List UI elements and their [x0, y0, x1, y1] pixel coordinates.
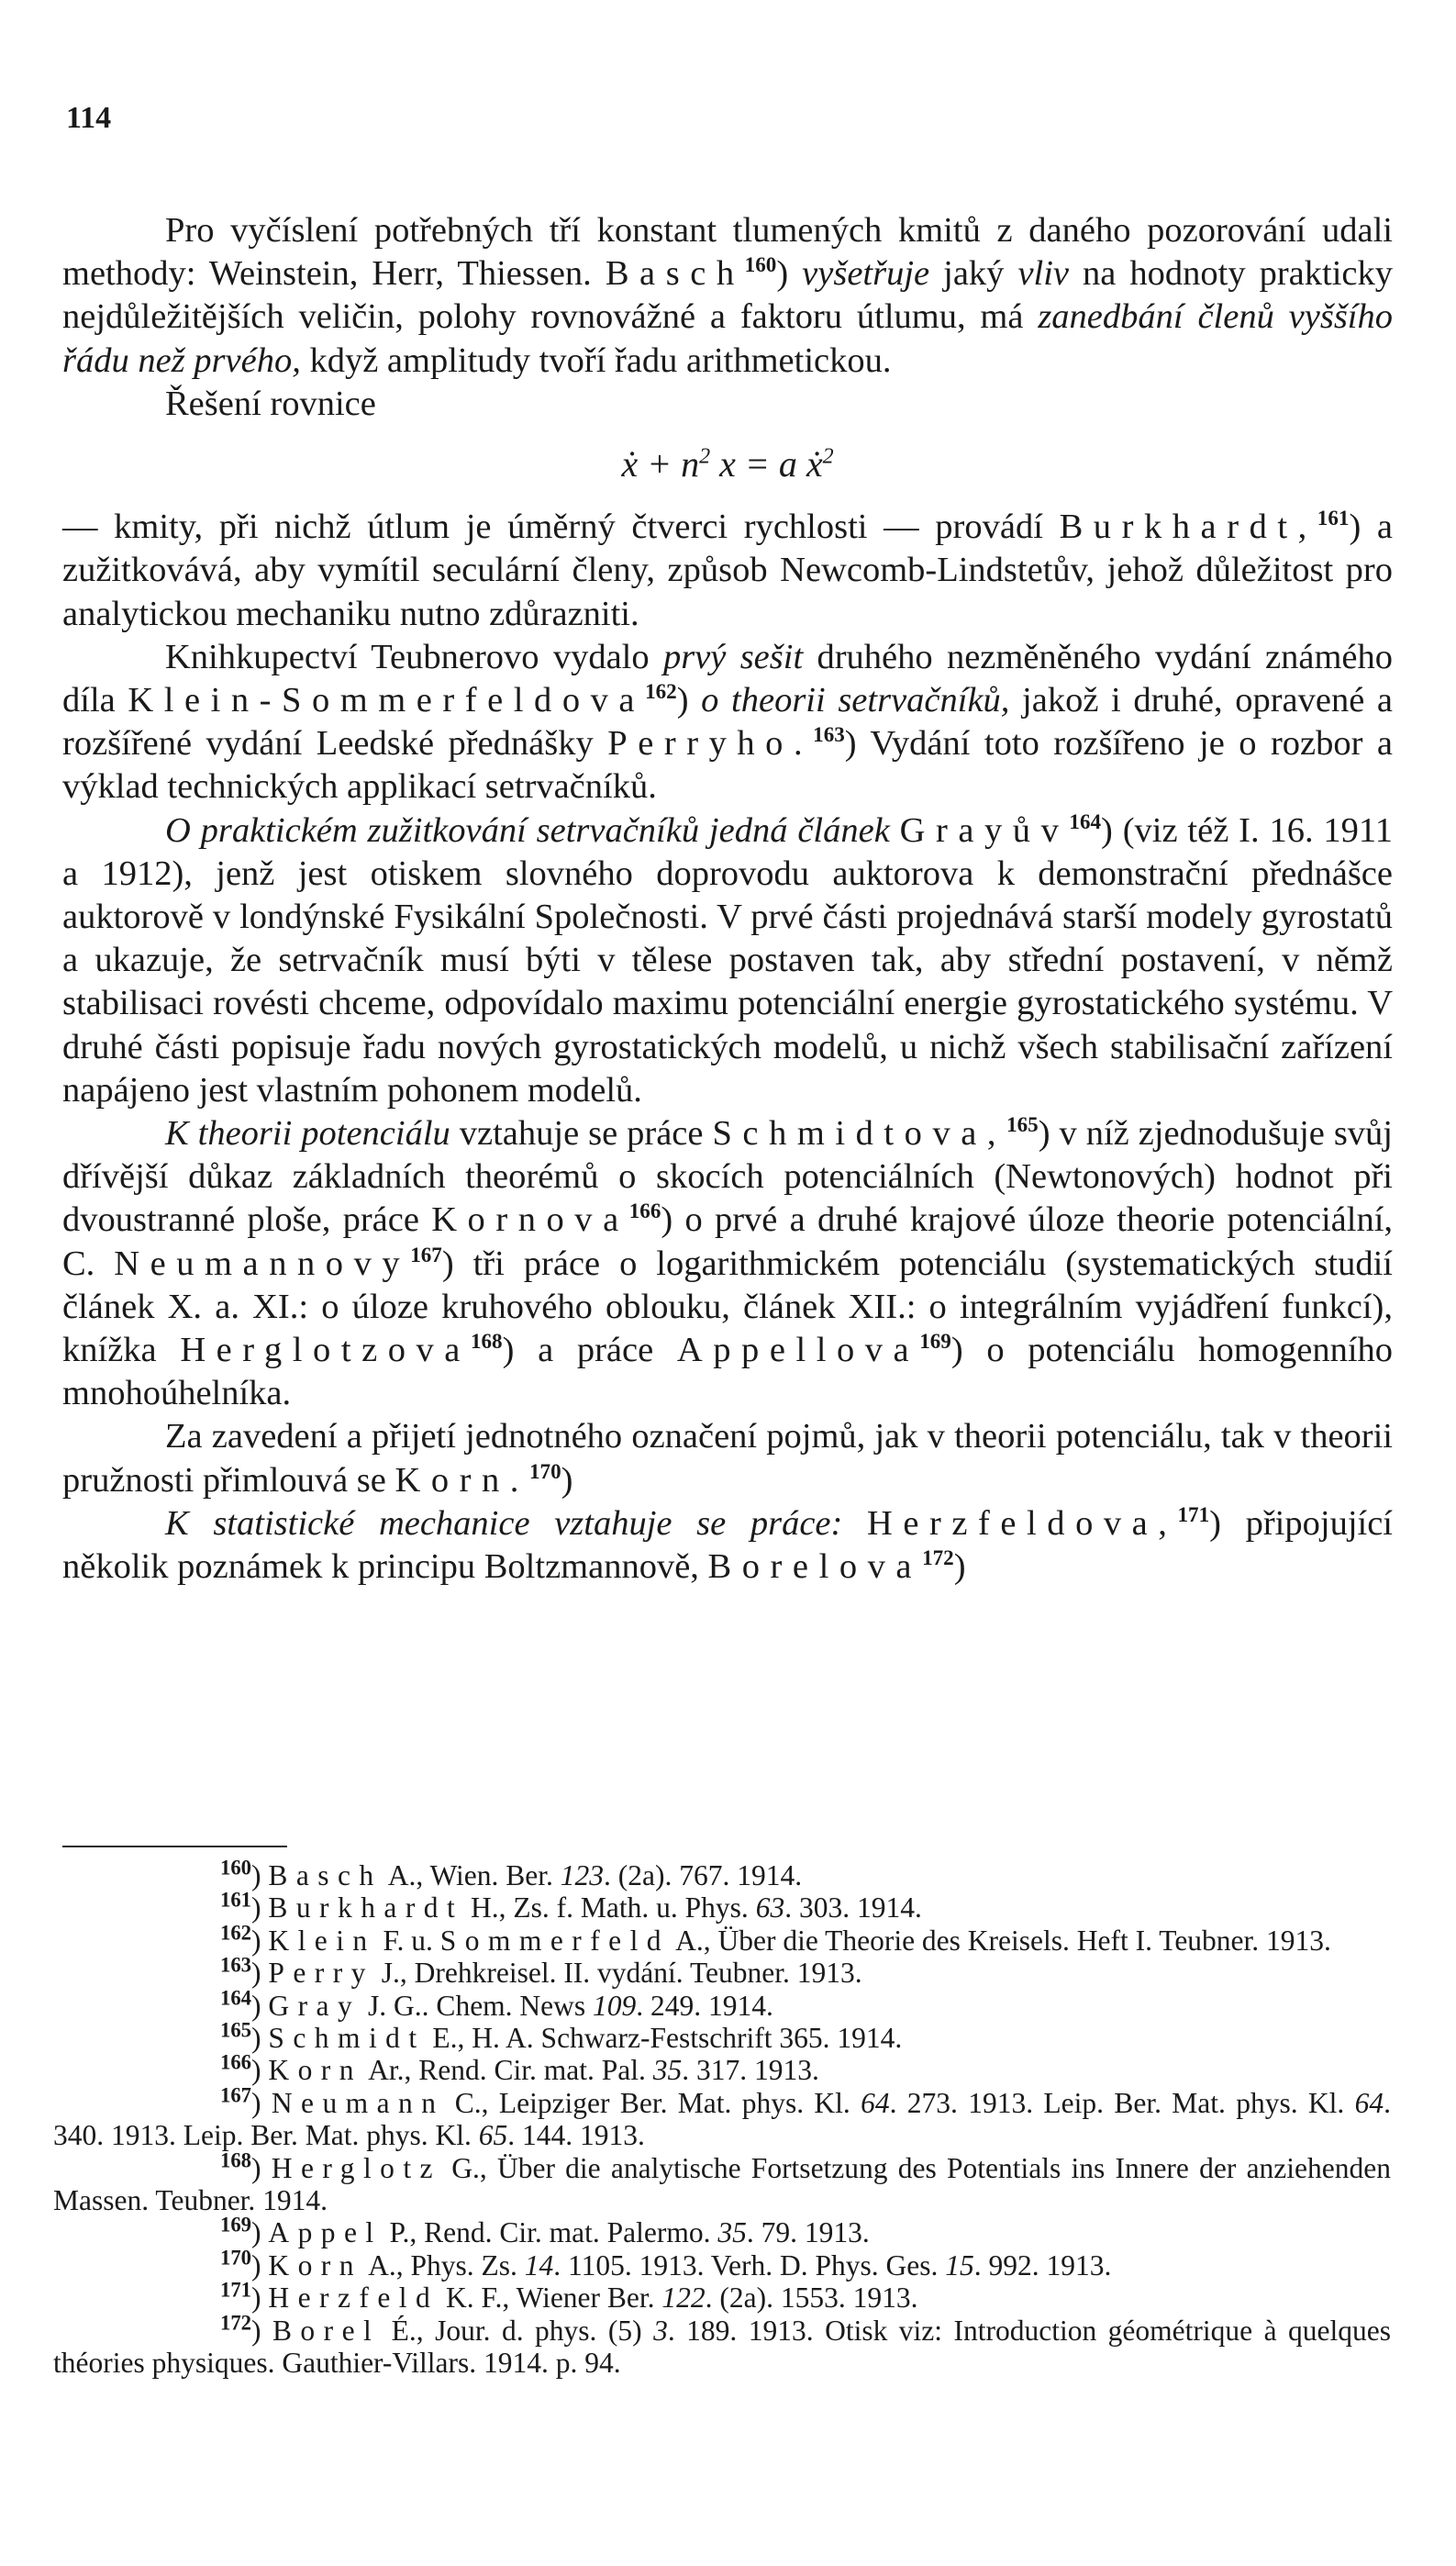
text: ) a práce — [502, 1331, 654, 1370]
footnote-author: Herglotz — [271, 2151, 441, 2184]
footnote-author: Gray — [268, 1989, 361, 2022]
footnote-author: Sommerfeld — [439, 1924, 670, 1957]
footnote: $^{170}$) Korn A., Phys. Zs. 14. 1105. 1913. Verh. D. Phys. Ges. 15. 992. 1913. — [220, 2246, 1112, 2282]
footnote-ref: 166 — [628, 1199, 661, 1223]
eq-plus: + — [647, 443, 672, 485]
text: ) Vydání toto rozšířeno je o rozbor a výklad technických applikací setrvačníků. — [62, 724, 1393, 807]
author-name: Kornova — [431, 1200, 629, 1240]
text: Knihkupectví Teubnerovo vydalo — [165, 637, 650, 676]
footnote-text: . 189. 1913. Otisk viz: Introduction géométrique à quelques théories physiques. Gauthier-Villars. 1914. p. 94. — [53, 2314, 1391, 2380]
footnote: $^{171}$) Herzfeld K. F., Wiener Ber. 122. (2a). 1553. 1913. — [220, 2278, 918, 2315]
text: druhého nezměněného vydání známého díla — [62, 637, 1393, 720]
footnote-number: 160 — [220, 1856, 252, 1880]
footnote-volume: 65 — [478, 2119, 508, 2152]
footnote-text: . 303. 1914. — [784, 1891, 922, 1924]
footnote-ref: 171 — [1177, 1502, 1210, 1527]
eq-a: a — [778, 443, 797, 485]
footnote-ref: 169 — [919, 1329, 951, 1354]
footnote-author: Borel — [272, 2314, 381, 2347]
footnote-text: C., Leipziger Ber. Mat. phys. Kl. — [444, 2086, 861, 2119]
text: ) — [953, 1547, 966, 1587]
text: Pro vyčíslení potřebných tří konstant tlumených kmitů z daného pozorování udali methody: Weinstein, Herr, Thiessen. — [62, 211, 1393, 294]
footnote-ref: 170 — [528, 1458, 561, 1483]
footnote-text: A., Über die Theorie des Kreisels. Heft I. Teubner. 1913. — [669, 1924, 1331, 1957]
text: ) a zužitkovává, aby vymítil seculární členy, způsob Newcomb-Lindstetův, jehož důležitost pro analytickou mechaniku nutno zdůrazniti. — [62, 508, 1393, 633]
text: ) tři práce o logarithmickém potenciálu (systematických studií článek X. a. XI.: o úloze kruhového oblouku, článek XII.: o integrálním vyjádření funkcí), knížka — [62, 1244, 1393, 1370]
footnote-author: Appel — [268, 2216, 383, 2249]
text: ) o potenciálu homogenního mnohoúhelníka. — [62, 1331, 1394, 1413]
footnote-volume: 109 — [593, 1989, 637, 2022]
footnote-volume: 64 — [861, 2086, 890, 2119]
paragraph-5 — [62, 809, 1393, 1112]
footnote-text: . 992. 1913. — [973, 2248, 1112, 2282]
footnote: $^{166}$) Korn Ar., Rend. Cir. mat. Pal. 35. 317. 1913. — [220, 2050, 819, 2087]
footnote-author: Basch — [268, 1859, 383, 1891]
footnote-volume: 123 — [560, 1859, 605, 1891]
footnote-number: 168 — [220, 2148, 252, 2172]
footnote-text: . 340. 1913. Leip. Ber. Mat. phys. Kl. — [53, 2086, 1391, 2152]
footnote: $^{164}$) Gray J. G.. Chem. News 109. 249. 1914. — [220, 1986, 773, 2022]
emphasis: K theorii potenciálu — [165, 1114, 450, 1154]
author-name: Basch — [605, 254, 745, 294]
paragraph-4 — [62, 636, 1393, 809]
footnote-ref: 160 — [744, 252, 777, 277]
eq-n: n — [681, 443, 700, 485]
text: ) (viz též I. 16. 1911 a 1912), jenž jest otiskem slovného doprovodu auktorova k demonstrační přednášce auktorově v londýnské Fysikální Společnosti. V prvé části projednává starší modely gyrostatů a ukazuje, že setrvačník musí býti v tělese postaven tak, aby střední postavení, v němž stabilisaci rovésti chceme, odpovídalo maximu potenciální energie gyrostatického systému. V druhé části popisuje řadu nových gyrostatických modelů, u nichž všech stabilisační zařízení napájeno jest vlastním pohonem modelů. — [62, 810, 1393, 1110]
author-name: Herglotzova — [180, 1331, 471, 1370]
author-name: Grayův — [899, 810, 1070, 850]
footnote-text: H., Zs. f. Math. u. Phys. — [463, 1891, 756, 1924]
eq-x: x — [719, 443, 736, 485]
footnote-volume: 63 — [755, 1891, 785, 1924]
footnote-author: Schmidt — [268, 2022, 426, 2055]
footnote-number: 164 — [220, 1986, 252, 2010]
author-name: Klein-Sommerfeldova — [128, 681, 646, 720]
footnote-volume: 14 — [524, 2248, 554, 2282]
footnote-text: A., Wien. Ber. — [382, 1859, 561, 1891]
footnote-author: Korn — [268, 2248, 362, 2282]
text: ) připojující několik poznámek k principu Boltzmannově, — [62, 1503, 1394, 1587]
text: ) — [676, 681, 689, 720]
eq-rhs-exponent: 2 — [822, 444, 834, 469]
footnote: $^{163}$) Perry J., Drehkreisel. II. vydání. Teubner. 1913. — [220, 1953, 862, 1990]
text: ) — [776, 254, 789, 294]
footnote-author: Neumann — [271, 2086, 445, 2119]
emphasis: O praktickém zužitkování setrvačníků jedná článek — [165, 810, 890, 850]
text: když amplitudy tvoří řadu arithmetickou. — [309, 340, 892, 380]
footnote: $^{165}$) Schmidt E., H. A. Schwarz-Festschrift 365. 1914. — [220, 2018, 903, 2055]
author-name: Appellova — [676, 1331, 920, 1370]
footnote-author: Klein — [268, 1924, 376, 1957]
footnote-volume: 35 — [652, 2054, 683, 2087]
author-name: Borelova — [707, 1547, 923, 1587]
footnote-number: 166 — [220, 2050, 252, 2074]
eq-exponent: 2 — [699, 444, 711, 469]
author-name: Herzfeldova, — [867, 1503, 1178, 1543]
footnote-ref: 163 — [813, 722, 845, 747]
footnote-ref: 172 — [922, 1545, 954, 1570]
eq-lhs-var: x — [621, 443, 639, 485]
text: Za zavedení a přijetí jednotného označení pojmů, jak v theorii potenciálu, tak v theorii pružnosti přimlouvá se — [62, 1417, 1393, 1500]
footnote-number: 162 — [220, 1921, 252, 1945]
text: ) v níž zjednodušuje svůj dřívější důkaz základních theorémů o skocích potenciálních (Newtonových) hodnot při dvoustranné ploše, práce — [62, 1114, 1393, 1240]
footnote-number: 167 — [220, 2083, 252, 2107]
author-name: Neumannovy — [114, 1244, 411, 1283]
footnote-ref: 164 — [1069, 809, 1102, 833]
footnote-author: Korn — [268, 2054, 362, 2087]
footnote: $^{172}$) Borel É., Jour. d. phys. (5) 3. 189. 1913. Otisk viz: Introduction géométrique à quelques théories physiques. Gauthier-Villars. 1914. p. 94. — [53, 2311, 1391, 2380]
footnote-text: . 144. 1913. — [507, 2119, 645, 2152]
footnote-number: 171 — [220, 2278, 252, 2302]
footnote: $^{169}$) Appel P., Rend. Cir. mat. Palermo. 35. 79. 1913. — [220, 2213, 870, 2249]
text: ) o prvé a druhé krajové úloze theorie potenciální, C. — [62, 1200, 1394, 1283]
footnote-text: . 1105. 1913. Verh. D. Phys. Ges. — [553, 2248, 946, 2282]
footnote-text: . 249. 1914. — [636, 1989, 773, 2022]
paragraph-1 — [62, 209, 1393, 383]
footnote: $^{160}$) Basch A., Wien. Ber. 123. (2a). 767. 1914. — [220, 1856, 803, 1891]
footnote-author: Herzfeld — [268, 2282, 439, 2315]
footnote-author: Burkhardt — [268, 1891, 464, 1924]
text: jaký — [943, 254, 1005, 294]
paragraph-3 — [62, 506, 1393, 636]
footnote: $^{162}$) Klein F. u. Sommerfeld A., Über die Theorie des Kreisels. Heft I. Teubner. 1913. — [220, 1921, 1331, 1957]
text: na hodnoty prakticky nejdůležitějších veličin, polohy rovnovážné a faktoru útlumu, má — [62, 254, 1393, 337]
equation: ẋ + $n^2$ x = a $x^2$ — [621, 443, 834, 485]
footnote-number: 165 — [220, 2018, 252, 2042]
footnote-text: . (2a). 1553. 1913. — [705, 2282, 918, 2315]
footnote-text: . (2a). 767. 1914. — [604, 1859, 803, 1891]
footnote-text: É., Jour. d. phys. (5) — [380, 2314, 654, 2347]
footnote-text: Ar., Rend. Cir. mat. Pal. — [361, 2054, 653, 2087]
footnote-ref: 161 — [1317, 506, 1350, 530]
emphasis: vyšetřuje — [802, 254, 930, 294]
text: — kmity, při nichž útlum je úměrný čtverci rychlosti — provádí — [62, 508, 1043, 547]
emphasis: vliv — [1017, 254, 1070, 294]
paragraph-2: Řešení rovnice — [165, 384, 376, 423]
footnote-text: . 273. 1913. Leip. Ber. Mat. phys. Kl. — [889, 2086, 1355, 2119]
text: vztahuje se práce — [459, 1114, 704, 1154]
footnote-number: 161 — [220, 1888, 252, 1912]
eq-rhs-var: x — [806, 443, 823, 485]
footnote-ref: 162 — [645, 679, 677, 704]
footnote-text: . 79. 1913. — [746, 2216, 870, 2249]
footnotes — [53, 1856, 1391, 2380]
footnote-text: K. F., Wiener Ber. — [439, 2282, 662, 2315]
paragraph-8 — [62, 1502, 1393, 1589]
text: ) — [561, 1460, 573, 1500]
emphasis: K statistické mechanice vztahuje se práce: — [165, 1503, 843, 1543]
page-number: 114 — [66, 101, 112, 135]
footnote-number: 163 — [220, 1953, 252, 1977]
footnote-text: J., Drehkreisel. II. vydání. Teubner. 1913. — [373, 1957, 862, 1990]
footnote-text: A., Phys. Zs. — [361, 2248, 525, 2282]
footnote-text: J. G.. Chem. News — [361, 1989, 594, 2022]
footnote-text: G., Über die analytische Fortsetzung des Potentials ins Innere der anziehenden Massen. Teubner. 1914. — [53, 2151, 1391, 2217]
footnote-text: P., Rend. Cir. mat. Palermo. — [382, 2216, 718, 2249]
footnote: $^{168}$) Herglotz G., Über die analytische Fortsetzung des Potentials ins Innere der anziehenden Massen. Teubner. 1914. — [53, 2148, 1391, 2217]
paragraph-6 — [62, 1112, 1393, 1415]
footnote-volume: 64 — [1354, 2086, 1384, 2119]
footnote-text: F. u. — [375, 1924, 440, 1957]
main-text — [62, 209, 1393, 1589]
text: jakož i druhé, opravené a rozšířené vydání Leedské přednášky — [62, 681, 1394, 764]
emphasis: zanedbání členů vyššího řádu než prvého, — [62, 297, 1394, 380]
footnote: $^{167}$) Neumann C., Leipziger Ber. Mat. phys. Kl. 64. 273. 1913. Leip. Ber. Mat. phys. Kl. 64. 340. 1913. Leip. Ber. Mat. phys. Kl. 65. 144. 1913. — [53, 2083, 1391, 2152]
footnote-number: 169 — [220, 2213, 252, 2237]
footnote-ref: 165 — [1006, 1112, 1039, 1137]
footnote-separator — [62, 1846, 287, 1847]
footnote: $^{161}$) Burkhardt H., Zs. f. Math. u. Phys. 63. 303. 1914. — [220, 1888, 922, 1924]
eq-equals: = — [744, 443, 770, 485]
emphasis: o theorii setrvačníků, — [701, 681, 1010, 720]
footnote-ref: 168 — [470, 1329, 503, 1354]
author-name: Perryho. — [607, 724, 814, 764]
author-name: Burkhardt, — [1059, 508, 1317, 547]
footnote-volume: 15 — [945, 2248, 974, 2282]
author-name: Korn. — [395, 1460, 529, 1500]
footnote-author: Perry — [268, 1957, 374, 1990]
footnote-text: . 317. 1913. — [682, 2054, 819, 2087]
footnote-volume: 3 — [653, 2314, 668, 2347]
footnote-number: 170 — [220, 2246, 252, 2270]
footnote-volume: 122 — [661, 2282, 706, 2315]
author-name: Schmidtova, — [712, 1114, 1007, 1154]
footnote-volume: 35 — [717, 2216, 747, 2249]
emphasis: prvý sešit — [662, 637, 804, 676]
footnote-ref: 167 — [410, 1242, 442, 1266]
footnote-text: E., H. A. Schwarz-Festschrift 365. 1914. — [425, 2022, 903, 2055]
paragraph-7 — [62, 1415, 1393, 1501]
footnote-number: 172 — [220, 2311, 252, 2335]
